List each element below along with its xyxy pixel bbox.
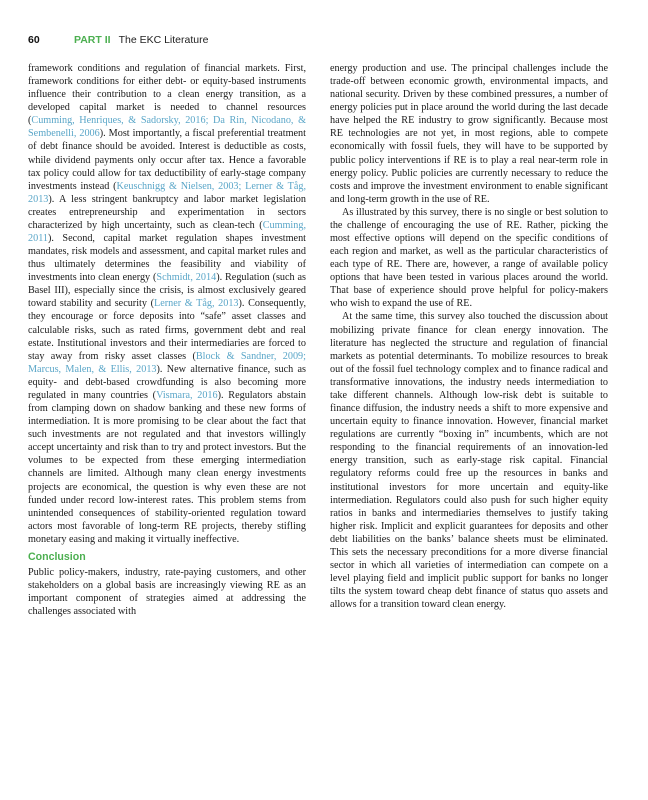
body-paragraph: At the same time, this survey also touched the discussion about mobilizing private finance for clean energy innovation. The literature has neglected the structure and regulation of financial markets as potential determinants. To mobilize resources to break out of the fossil fuel technology complex and to finance radical and transformative innovations, the industry needs intermediation to take different channels. Although low-risk debt is suitable to finance diffusion, the industry needs a shift to more expensive and uncertain equity to finance innovation. However, financial market regulations are currently “boxing in” incumbents, which are not responding to the financial requirements of an innovation-led energy transition, such as early-stage risk capital. Financial regulatory reforms could free up the resources in banks and institutional investors for more uncertain and equity-like intermediation. Regulators could also push for such higher equity ratios in banks and intermediaries themselves to justify taking higher risk. Implicit and explicit guarantees for deposits and other debt liabilities on the banks’ balance sheets must be eliminated. This sets the necessary preconditions for a more diverse financial sector in which all varieties of intermediation can compete on a level playing field and implicit public support for banks no longer tilts the system toward cheap debt finance of status quo assets and allows for a transition toward clean energy. [330,311,608,611]
text-run: ). Second, capital market regulation shapes investment mandates, risk models and assessment, and capital market rules and thus ultimately determines the feasibility and viability of investments into clean energy ( [28,233,306,284]
text-run: ). New alternative finance, such as equity- and debt-based crowdfunding is also becoming more regulated in many countries ( [28,363,306,401]
text-run: ). Most importantly, a fiscal preferential treatment of debt finance should be avoided. Interest is deductible as costs, while dividend payments only occur after tax. Hence a favorable tax policy could allow for tax deductibility of early-stage company investments instead ( [28,128,306,192]
body-paragraph [28,62,306,546]
page-number: 60 [28,34,40,46]
text-run: ). Regulators abstain from clamping down on shadow banking and these new forms of intermediation. It is more promising to be clear about the fact that such investments are not regulated and that investors willingly accept uncertainty and risk than to try and protect investors. But the volumes to be expected from these emerging intermediation channels are limited. Although many clean energy investments projects are economical, the question is why even these are not funded under record low-interest rates. This problem stems from unintended consequences of stability-oriented regulation toward actors most favorable of long-term RE projects, thereby stifling monetary easing and making it virtually ineffective. [28,389,306,545]
citation-link[interactable]: Cumming, Henriques, & Sadorsky, 2016; Da Rin, Nicodano, & Sembenelli, 2006 [28,115,306,140]
text-run: framework conditions and regulation of financial markets. First, framework conditions for either debt- or equity-based instruments influence their contribution to a clean energy transition, as a developed capital market is needed to channel resources ( [28,63,306,127]
citation-link[interactable]: Keuschnigg & Nielsen, 2003; Lerner & Tåg, 2013 [28,180,307,205]
right-column [330,62,608,611]
citation-link[interactable]: Lerner & Tåg, 2013 [153,298,239,310]
text-run: ). Regulation (such as Basel III), especially since the crisis, is almost exclusively geared toward stability and security ( [28,272,306,310]
body-paragraph: Public policy-makers, industry, rate-paying customers, and other stakeholders on a global basis are increasingly viewing RE as an important component of strategies aimed at addressing the challenges associated with [28,566,306,618]
citation-link[interactable]: Cumming, 2011 [28,219,306,245]
citation-link[interactable]: Vismara, 2016 [156,389,218,401]
running-header [28,31,624,49]
part-label: PART II [74,34,111,46]
text-run: ). A less stringent bankruptcy and labor market legislation creates entrepreneurship and experimentation in sectors characterized by high uncertainty, such as clean-tech ( [28,193,306,231]
body-paragraph: energy production and use. The principal challenges include the trade-off between economic growth, environmental impacts, and national security. Driven by these combined pressures, a number of energy policies put in place around the world during the last decade have helped the RE industry to grow significantly. Because most RE technologies are not yet, in most regions, able to compete economically with fossil fuels, they will have to be supported by public policy interventions if RE is to play a real near-term role in energy policy. Public policies are currently necessary to reduce the costs and improve the investment environment to enable significant and long-term growth in the use of RE. [330,63,608,205]
citation-link[interactable]: Block & Sandner, 2009; Marcus, Malen, & Ellis, 2013 [28,350,306,375]
body-paragraph: As illustrated by this survey, there is no single or best solution to the challenge of encouraging the use of RE. Rather, picking the most effective options will depend on the specific conditions of each region and market, as well as the particular characteristics of each type of RE. There are, however, a range of available policy options that have been tested in various places around the world. That base of experience should prove helpful for policy-makers who wish to expand the use of RE. [330,206,608,310]
section-heading: Conclusion [28,550,86,563]
text-run: ). Consequently, they encourage or force deposits into “safe” asset classes and calculable risks, such as rated firms, government debt and real estate. Institutional investors and their intermediaries are forced to stay away from risky asset classes ( [28,298,306,362]
section-title: The EKC Literature [118,34,209,46]
citation-link[interactable]: Schmidt, 2014 [156,272,217,284]
left-column [28,62,306,618]
